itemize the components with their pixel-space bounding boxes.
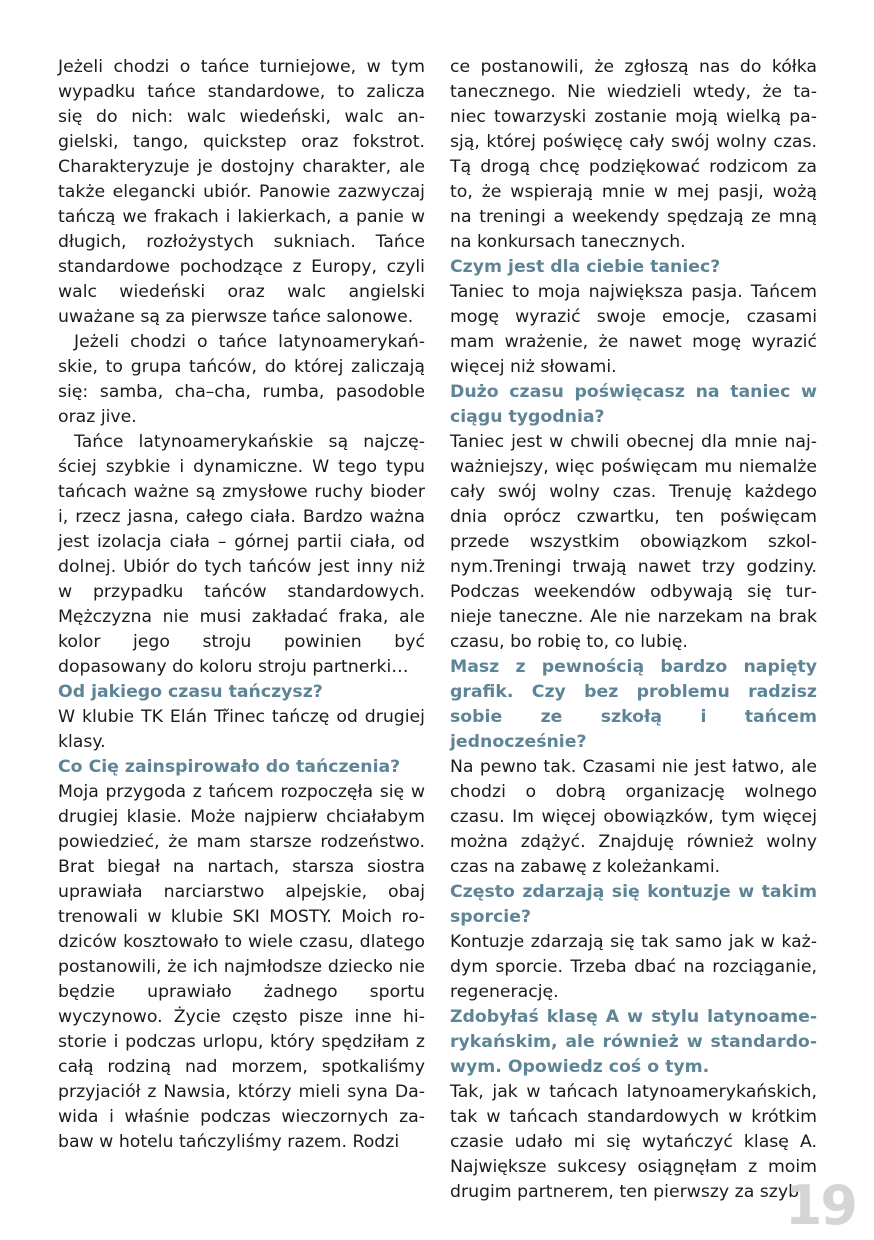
answer-injuries: Kontuzje zdarzają się tak samo jak w każdym sporcie. Trzeba dbać na rozciąganie, regenerację. bbox=[450, 932, 817, 1002]
page-number: 19 bbox=[784, 1174, 856, 1237]
answer-busy-schedule: Na pewno tak. Czasami nie jest łatwo, ale chodzi o dobrą organizację wolnego czasu. Im więcej obowiązków, tym więcej można zdążyć. Znajduję również wolny czas na zabawę z koleżankami. bbox=[450, 757, 817, 877]
intro-paragraph-standard: Jeżeli chodzi o tańce turniejowe, w tym wypadku tańce standardowe, to zalicza się do nich: walc wiedeński, walc angielski, tango, quickstep oraz fokstrot. Charakteryzuje je dostojny charakter, ale także elegancki ubiór. Panowie zazwyczaj tańczą we frakach i lakierkach, a panie w długich, rozłożystych sukniach. Tańce standardowe pochodzące z Europy, czyli walc wiedeński oraz walc angielski uważane są za pierwsze tańce salonowe. bbox=[58, 57, 425, 327]
intro-paragraph-latin-list: Jeżeli chodzi o tańce latynoamerykańskie, to grupa tańców, do której zaliczają się: samba, cha–cha, rumba, pasodoble oraz jive. bbox=[58, 332, 425, 427]
question-since-when: Od jakiego czasu tańczysz? bbox=[58, 682, 323, 702]
question-time-per-week: Dużo czasu poświęcasz na taniec w ciągu tygodnia? bbox=[450, 382, 817, 427]
question-injuries: Często zdarzają się kontuzje w takim sporcie? bbox=[450, 882, 817, 927]
right-column bbox=[450, 55, 817, 1205]
intro-paragraph-latin-description: Tańce latynoamerykańskie są najczęściej szybkie i dynamiczne. W tego typu tańcach ważne są zmysłowe ruchy bioder i, rzecz jasna, całego ciała. Bardzo ważna jest izolacja ciała – górnej partii ciała, od dolnej. Ubiór do tych tańców jest inny niż w przypadku tańców standardowych. Mężczyzna nie musi zakładać fraka, ale kolor jego stroju powinien być dopasowany do koloru stroju partnerki… bbox=[58, 432, 425, 677]
question-what-is-dance: Czym jest dla ciebie taniec? bbox=[450, 257, 721, 277]
answer-since-when: W klubie TK Elán Třinec tańczę od drugiej klasy. bbox=[58, 707, 425, 752]
question-inspiration: Co Cię zainspirowało do tańczenia? bbox=[58, 757, 401, 777]
answer-time-per-week: Taniec jest w chwili obecnej dla mnie najważniejszy, więc poświęcam mu niemalże cały swój wolny czas. Trenuję każdego dnia oprócz czwartku, ten poświęcam przede wszystkim obowiązkom szkolnym.Treningi trwają nawet trzy godziny. Podczas weekendów odbywają się turnieje taneczne. Ale nie narzekam na brak czasu, bo robię to, co lubię. bbox=[450, 432, 817, 652]
answer-inspiration-continued: ce postanowili, że zgłoszą nas do kółka tanecznego. Nie wiedzieli wtedy, że taniec towarzyski zostanie moją wielką pasją, której poświęcę cały swój wolny czas. Tą drogą chcę podziękować rodzicom za to, że wspierają mnie w mej pasji, wożą na treningi a weekendy spędzają ze mną na konkursach tanecznych. bbox=[450, 57, 817, 252]
left-column bbox=[58, 55, 425, 1155]
answer-class-a: Tak, jak w tańcach latynoamerykańskich, tak w tańcach standardowych w krótkim czasie udało mi się wytańczyć klasę A. Największe sukcesy osiągnęłam z moim drugim partnerem, ten pierwszy za szyb bbox=[450, 1082, 817, 1202]
answer-what-is-dance: Taniec to moja największa pasja. Tańcem mogę wyrazić swoje emocje, czasami mam wrażenie, że nawet mogę wyrazić więcej niż słowami. bbox=[450, 282, 817, 377]
question-class-a: Zdobyłaś klasę A w stylu latynoamerykańskim, ale również w standardowym. Opowiedz coś o tym. bbox=[450, 1007, 817, 1077]
answer-inspiration: Moja przygoda z tańcem rozpoczęła się w drugiej klasie. Może najpierw chciałabym powiedzieć, że mam starsze rodzeństwo. Brat biegał na nartach, starsza siostra uprawiała narciarstwo alpejskie, obaj trenowali w klubie SKI MOSTY. Moich rodziców kosztowało to wiele czasu, dlatego postanowili, że ich najmłodsze dziecko nie będzie uprawiało żadnego sportu wyczynowo. Życie często pisze inne historie i podczas urlopu, który spędziłam z całą rodziną nad morzem, spotkaliśmy przyjaciół z Nawsia, którzy mieli syna Dawida i właśnie podczas wieczornych zabaw w hotelu tańczyliśmy razem. Rodzi bbox=[58, 782, 425, 1152]
question-busy-schedule: Masz z pewnością bardzo napięty grafik. Czy bez problemu radzisz sobie ze szkołą i tańcem jednocześnie? bbox=[450, 657, 817, 752]
